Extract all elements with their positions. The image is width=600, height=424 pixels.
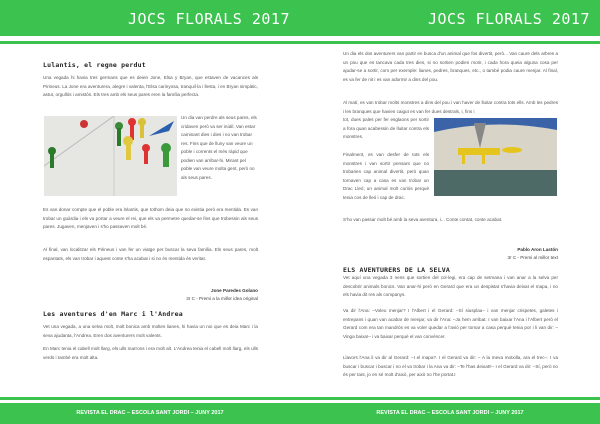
story-paragraph: Un dia els dos aventurers van partir en busca d'un animal que fos divertit, però... Van caure dels arbres a un pou que es tancava cada tres dies, si no sortien podien morir, i cada hora queia alguna cosa per ajudar-se a sortir, com per exemple: lianes, pedres, branques, etc., o també podia caure menjar. Al final, es va fer de nit i es van adormir a dins del pou.: [343, 51, 558, 82]
drawing-image: [434, 118, 557, 196]
author-name: Jone Paredes Golano: [211, 288, 258, 293]
award: 3r C - Premi al millor text: [507, 255, 558, 260]
story-paragraph: En Marc tenia el cabell molt llarg, els ulls marrons i era molt alt. L'Andrea tenia el cabell molt llarg, els ulls verds i també era molt alta.: [43, 346, 258, 360]
story-paragraph: tot, dues pales per fer esglaons per sortir a fora quan acabessin de lluitar contra els monstres.: [343, 117, 429, 139]
header-band: [300, 0, 600, 36]
header-title: JOCS FLORALS 2017: [427, 10, 590, 28]
drawing-image: [44, 116, 177, 196]
story-paragraph: S'ho van passar molt bé amb la seva aventura, i... Conte contat, conte acabat.: [343, 217, 503, 222]
header-divider: [300, 41, 600, 44]
footer: REVISTA EL DRAC – ESCOLA SANT JORDI – JUNY 2017: [300, 403, 600, 424]
story-paragraph: Va dir l'Ana: –Voleu menjar? I l'Albert i el Gerard: –Sí siusplau– i van menjar crispetes, galetes i entrepans i quan van acabar de menjar, va dir l'Ana: –Ja hem arribat. I van baixar l'Ana i l'Albert però el Gerard com era tan mandrós es va voler quedar a l'avió per tornar a casa perquè tenia por i li van dir: –Vinga baixa!– i va baixar perquè el van convèncer.: [343, 308, 558, 339]
footer-divider: [0, 397, 300, 400]
author-credit: [420, 246, 558, 262]
children-drawing: [44, 116, 177, 196]
award: 3r C - Premi a la millor idea original: [186, 296, 258, 301]
story-title: Les aventures d'en Marc i l'Andrea: [43, 310, 183, 318]
story-paragraph: Llavors l'Ana li va dir al Gerard: –I el mapa?. I el Gerard va dir: – A la meva motxilla, ara el trec–. I va buscar i buscar i buscar i no el va trobar i la Ana va dir: –Te l'has deixat!!– I el Gerard va dir: –Sí, però no és per tant, jo en sé molt d'això, per això no l'he portat.I: [343, 355, 558, 377]
story-paragraph: Un dia van perdre als seus pares, els cridaven però va ser inútil. Van estar caminant dies i dies i no van trobar res. Fins que de lluny van veure un poble i corrents el més ràpid que podien van arribar-hi. Mirant pel poble van veure molta gent, però no als seus pares.: [181, 115, 257, 180]
story-paragraph: Una vegada hi havia tres germans que es deien Jone, Elsa y Bryan, que estaven de vacances als Pirineus. La Jone era aventurera, alegre i valenta, l'Elsa carinyosa, tranquil·la i llesta, i en Bryan simpàtic, astut, orgullós i amistós. Els tres amb els seus pares eren la família perfecta.: [43, 75, 258, 97]
story-title: ELS AVENTURERS DE LA SELVA: [343, 266, 450, 274]
right-page: [300, 0, 600, 424]
story-paragraph: Es van donar compte que el poble era lnlantis, que tothom deia que no existia però era mentida. Es van trobar un guàrdia i els va portar a veure el rei, que els va permetre quedar-se fins que trobessin als seus pares. Jugaven, menjaven i s'ho passaven molt bé.: [43, 207, 258, 229]
drac-lleo-drawing: [434, 118, 557, 196]
header-divider: [0, 41, 300, 44]
story-paragraph: Vet aquí una vegada 3 nens que sortien del col·legi, era cap de setmana i van anar a la selva per descobrir animals bonics. Van anar-hi però en Gerard que era un despistat s'havia deixat el mapa, i no els havia dit res als companys.: [343, 275, 558, 297]
author-credit: [120, 287, 258, 303]
author-name: Pablo Aron Lastón: [517, 247, 558, 252]
story-paragraph: Al final, van localitzar els Pirineus i van fer un viatge per buscar la seva família. Els seus pares, molt espantats, els van trobar i aquest conte s'ha acabat i si no és mentida és veritat.: [43, 247, 258, 261]
footer: REVISTA EL DRAC – ESCOLA SANT JORDI – JUNY 2017: [0, 403, 300, 424]
header-band: [0, 0, 300, 36]
story-paragraph: Al matí, es van trobar molts monstres a dins del pou i van haver de lluitar contra tots ells. Amb les pedres i les branques que havien caigut es van fer dues destrals, i, fins i: [343, 100, 558, 114]
story-paragraph: Vet una vegada, a una selva molt, molt bonica amb moltes lianes, hi havia un noi que es deia Marc i la seva ajudanta, l'Andrea. Eren dos aventurers molt valents.: [43, 324, 258, 338]
header-title: JOCS FLORALS 2017: [127, 10, 290, 28]
story-paragraph: Finalment, es van desfer de tots els monstres i van sortir pensant que no trobarien cap animal divertit, però quan tornaven cap a casa es van trobar un Drac Lleó; un animal molt curiós perquè tenia cos de lleó i cap de drac.: [343, 152, 429, 200]
story-title: Lulantis, el regne perdut: [43, 61, 146, 69]
footer-divider: [300, 397, 600, 400]
